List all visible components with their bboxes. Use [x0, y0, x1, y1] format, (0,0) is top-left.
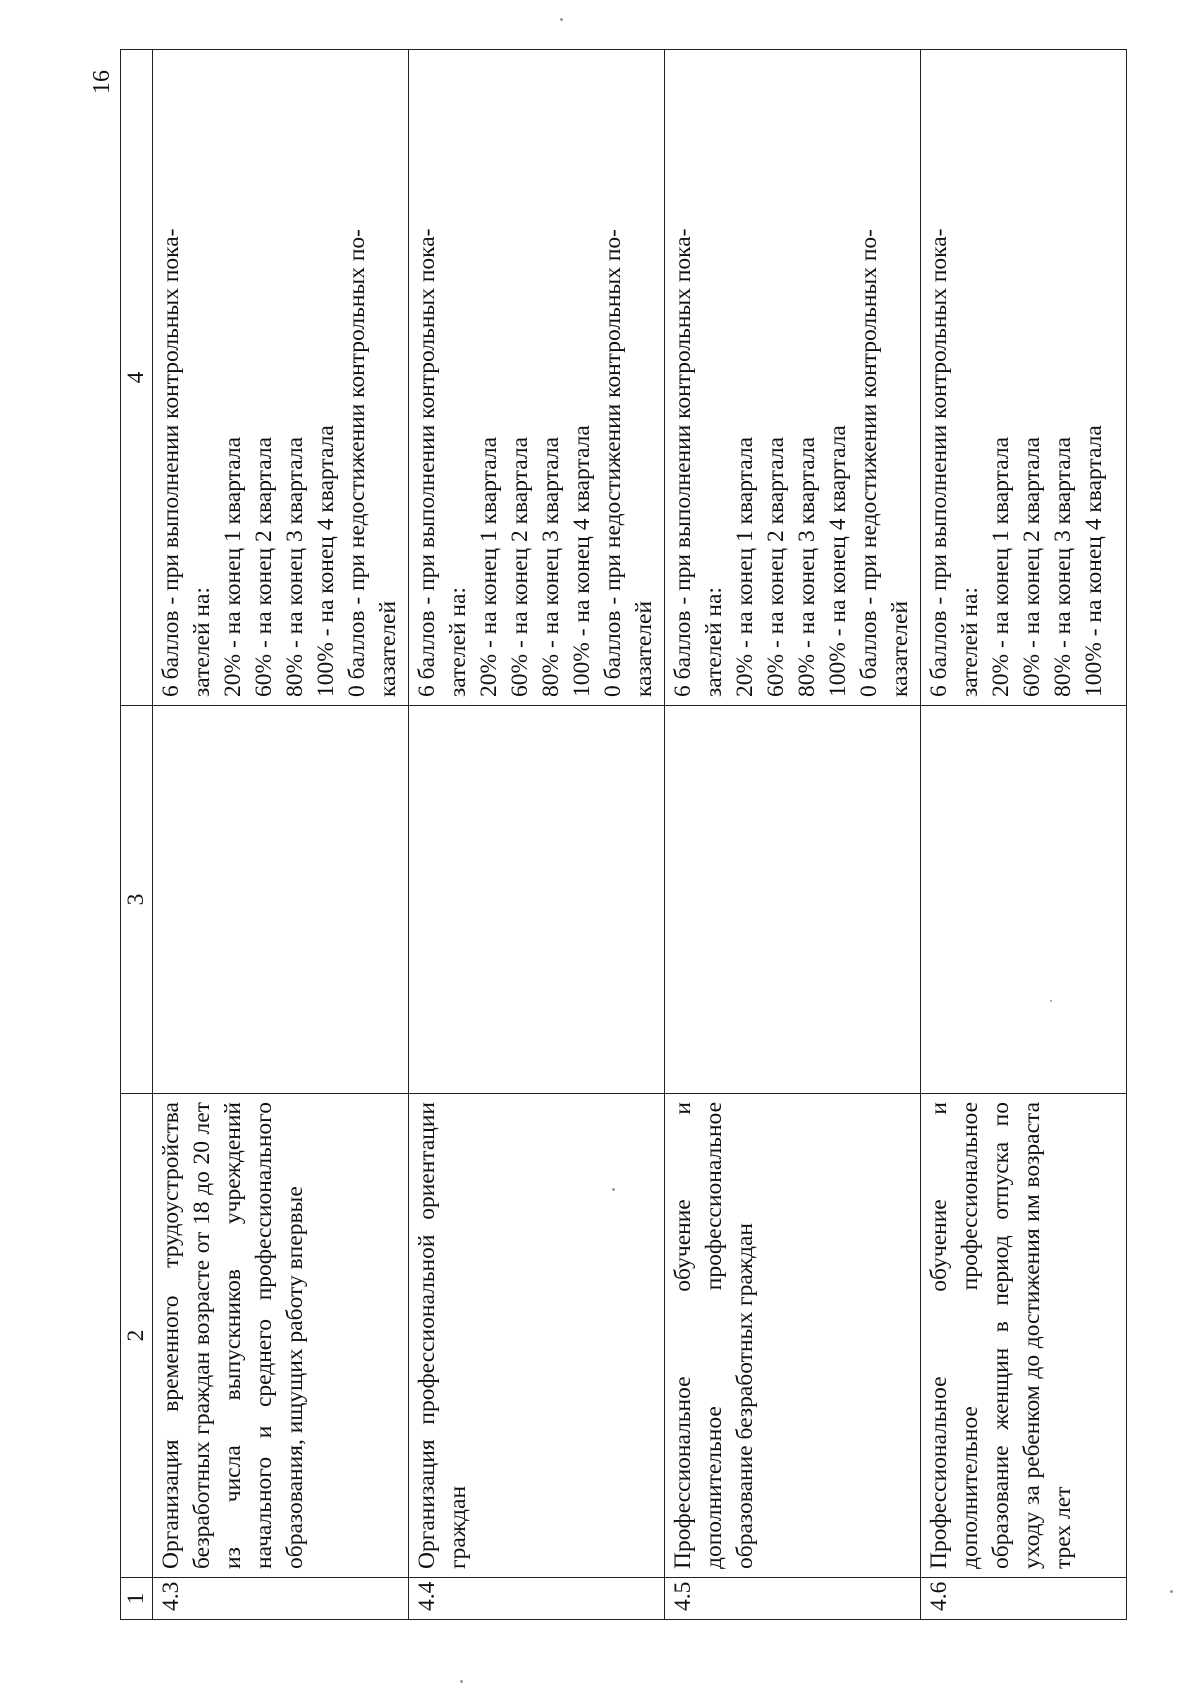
criteria-line: 80% - на конец 3 квартала [794, 436, 820, 697]
criteria-line: 60% - на конец 2 квартала [251, 436, 277, 697]
header-col-4: 4 [121, 50, 153, 706]
criteria-line: зателей на: [445, 587, 471, 697]
criteria-line: зателей на: [957, 587, 983, 697]
criteria-line: 80% - на конец 3 квартала [1050, 436, 1076, 697]
criteria-line: 6 баллов - при выполнении контрольных пока- [158, 228, 184, 697]
criteria-line: казателей [375, 600, 401, 697]
table-header-row [121, 50, 153, 1620]
table-row [665, 50, 921, 1620]
scan-speck [560, 18, 563, 21]
header-col-2: 2 [121, 1094, 153, 1578]
criteria-line: 100% - на конец 4 квартала [313, 425, 339, 697]
row-number: 4.3 [153, 1578, 409, 1620]
row-criteria [409, 50, 665, 706]
row-col3 [665, 706, 921, 1094]
page-number: 16 [89, 70, 115, 94]
row-description: Организация временного трудоустройства безработных граждан возрасте от 18 до 20 лет из числа выпускников учреждений начального и среднего профессионального образования, ищущих работу впервые [153, 1094, 409, 1578]
row-criteria [921, 50, 1127, 706]
criteria-line: 0 баллов - при недостижении контрольных по- [344, 229, 370, 697]
criteria-line: 20% - на конец 1 квартала [988, 436, 1014, 697]
table-row [409, 50, 665, 1620]
header-col-3: 3 [121, 706, 153, 1094]
criteria-line: казателей [887, 600, 913, 697]
row-description: Профессиональное обучение и дополнительное профессиональное образование безработных граждан [665, 1094, 921, 1578]
row-col3 [153, 706, 409, 1094]
criteria-line: 80% - на конец 3 квартала [282, 436, 308, 697]
row-criteria [665, 50, 921, 706]
row-criteria [153, 50, 409, 706]
criteria-line: 0 баллов - при недостижении контрольных по- [600, 229, 626, 697]
criteria-line: зателей на: [189, 587, 215, 697]
table-row [921, 50, 1127, 1620]
criteria-line: 100% - на конец 4 квартала [1081, 425, 1107, 697]
criteria-line: 100% - на конец 4 квартала [569, 425, 595, 697]
criteria-line: зателей на: [701, 587, 727, 697]
criteria-line: 20% - на конец 1 квартала [220, 436, 246, 697]
scan-speck [460, 1680, 463, 1683]
row-description: Профессиональное обучение и дополнительное профессиональное образование женщин в период отпуска по уходу за ребенком до достижения им возраста трех лет [921, 1094, 1127, 1578]
row-number: 4.5 [665, 1578, 921, 1620]
row-description: Организация профессиональной ориентации граждан [409, 1094, 665, 1578]
criteria-line: 6 баллов - при выполнении контрольных пока- [926, 228, 952, 697]
criteria-line: 20% - на конец 1 квартала [732, 436, 758, 697]
criteria-line: 60% - на конец 2 квартала [507, 436, 533, 697]
header-col-1: 1 [121, 1578, 153, 1620]
criteria-line: 100% - на конец 4 квартала [825, 425, 851, 697]
criteria-line: 20% - на конец 1 квартала [476, 436, 502, 697]
criteria-line: 6 баллов - при выполнении контрольных пока- [414, 228, 440, 697]
row-col3 [409, 706, 665, 1094]
row-number: 4.4 [409, 1578, 665, 1620]
row-col3 [921, 706, 1127, 1094]
criteria-line: 0 баллов - при недостижении контрольных по- [856, 229, 882, 697]
criteria-line: 60% - на конец 2 квартала [1019, 436, 1045, 697]
rotated-document-page [90, 50, 1140, 1630]
scan-speck [1170, 1590, 1173, 1593]
criteria-line: 6 баллов - при выполнении контрольных пока- [670, 228, 696, 697]
criteria-line: 80% - на конец 3 квартала [538, 436, 564, 697]
criteria-line: 60% - на конец 2 квартала [763, 436, 789, 697]
row-number: 4.6 [921, 1578, 1127, 1620]
criteria-table [120, 49, 1127, 1620]
criteria-line: казателей [631, 600, 657, 697]
table-row [153, 50, 409, 1620]
